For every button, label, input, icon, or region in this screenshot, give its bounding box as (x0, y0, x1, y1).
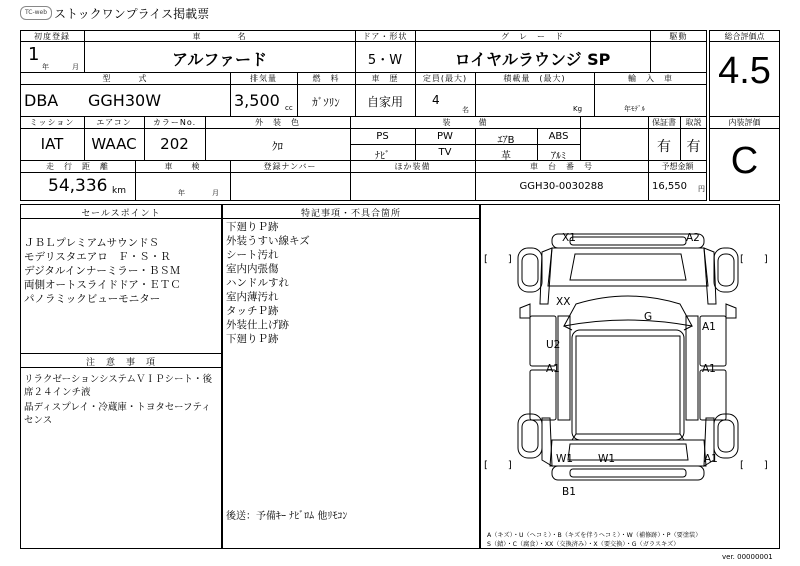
price-value: 16,550 (652, 181, 687, 192)
notes-list (24, 374, 216, 427)
list-item: シート汚れ (226, 249, 279, 261)
list-item: モデリスタエアロ Ｆ・Ｓ・Ｒ (24, 251, 171, 263)
equip-pw: PW (437, 131, 453, 142)
legend-line-1: A（キズ）・U（ヘコミ）・B（キズを伴うヘコミ）・W（補修跡）・P（要塗装） (487, 532, 702, 539)
capacity-label: 定員(最大) (422, 74, 468, 83)
list-item: パノラミックビューモニター (24, 293, 161, 305)
mark-w1-mid: W1 (598, 453, 616, 465)
page-title: ストックワンプライス掲載票 (54, 7, 210, 21)
first-reg-value: 1 (28, 44, 40, 65)
list-item: 外装うすい線キズ (226, 235, 310, 247)
total-score-label: 総合評価点 (724, 32, 765, 41)
use-label: 車 歴 (371, 74, 399, 83)
total-score-value: 4.5 (718, 50, 771, 92)
sales-point-list (24, 236, 181, 306)
mark-u2: U2 (546, 339, 561, 351)
list-item: デジタルインナーミラー・ＢＳＭ (24, 265, 181, 277)
ac-value: WAAC (91, 135, 137, 153)
list-item: 晶ディスプレイ・冷蔵庫・トヨタセーフティセンス (24, 402, 211, 426)
equip-leather: 革 (501, 151, 511, 162)
inspection-month: 月 (212, 189, 219, 197)
interior-score-value: C (730, 140, 759, 182)
load-unit: Kg (573, 105, 583, 113)
equip-airbag: ｴｱB (497, 135, 515, 146)
displacement-unit: cc (285, 104, 293, 112)
mark-a1-right-lower: A1 (702, 363, 716, 375)
list-item: 室内内張傷 (226, 263, 279, 275)
fuel-value: ｶﾞｿﾘﾝ (312, 96, 340, 109)
year-unit: 年 (42, 63, 49, 71)
door-label: ドア・形状 (362, 32, 408, 41)
door-value: 5・W (367, 53, 403, 68)
equip-navi: ﾅﾋﾞ (375, 151, 390, 162)
import-note: 年ﾓﾃﾞﾙ (624, 105, 645, 113)
displacement-value: 3,500 (234, 91, 280, 110)
legend-line-2: S（錆）・C（腐食）・XX（交換済み）・X（要交換）・G（ガラスキズ） (487, 541, 680, 548)
color-no-value: 202 (160, 135, 189, 153)
mark-a2: A2 (686, 232, 700, 244)
exterior-color-value: ｸﾛ (272, 140, 283, 153)
mark-a1-bottom: A1 (704, 453, 718, 465)
plate-label: 登録ナンバー (263, 162, 317, 171)
displacement-label: 排気量 (250, 74, 277, 83)
sales-point-label: セールスポイント (81, 209, 161, 219)
mark-a1-left: A1 (546, 363, 560, 375)
drive-label: 駆動 (669, 32, 688, 41)
chassis-label: 車 台 番 号 (530, 162, 593, 171)
mark-w1-left: W1 (556, 453, 574, 465)
list-item: 外装仕上げ跡 (226, 319, 289, 331)
manual-label: 取説 (685, 118, 702, 127)
mark-b1: B1 (562, 486, 576, 498)
mark-x1: X1 (562, 232, 576, 244)
import-label: 輸 入 車 (628, 74, 673, 83)
list-item: リラクゼーションシステムＶＩＰシート・後席２４インチ液 (24, 374, 213, 398)
grade-value: ロイヤルラウンジ SP (454, 50, 611, 69)
name-label: 車 名 (192, 32, 247, 41)
mission-label: ミッション (29, 118, 75, 127)
mark-a1-right-upper: A1 (702, 321, 716, 333)
fuel-label: 燃 料 (312, 74, 340, 83)
interior-score-label: 内装評価 (728, 118, 761, 127)
list-item: 両側オートスライドドア・ＥＴＣ (24, 279, 181, 291)
exterior-color-label: 外 装 色 (255, 118, 300, 127)
chassis-value: GGH30-0030288 (519, 181, 604, 192)
equip-ps: PS (376, 131, 389, 142)
use-value: 自家用 (366, 95, 403, 109)
other-equipment-label: ほか装備 (394, 162, 431, 171)
list-item: 下廻りＰ跡 (226, 333, 279, 345)
bracket-front-left: [ ] (484, 254, 512, 265)
equip-alloy: ｱﾙﾐ (551, 151, 566, 162)
warranty-label: 保証書 (652, 118, 676, 127)
inspection-year: 年 (178, 189, 185, 197)
version-label: ver. 00000001 (722, 553, 773, 561)
list-item: 下廻りＰ跡 (226, 221, 279, 233)
type-label: 型 式 (102, 74, 148, 83)
list-item: タッチＰ跡 (226, 305, 279, 317)
manual-value: 有 (686, 139, 701, 155)
mark-g: G (644, 311, 653, 323)
load-label: 積載量 (最大) (503, 74, 566, 83)
first-reg-label: 初度登録 (34, 32, 70, 41)
type-prefix: DBA (24, 91, 59, 110)
special-notes-list (226, 220, 310, 346)
mileage-value: 54,336 (48, 176, 108, 196)
price-unit: 円 (698, 185, 705, 193)
bracket-front-right: [ ] (740, 254, 768, 265)
type-value: GGH30W (88, 91, 162, 110)
capacity-value: 4 (432, 93, 440, 107)
warranty-value: 有 (657, 139, 671, 155)
list-item: ハンドルすれ (226, 277, 289, 289)
list-item: ＪＢＬプレミアムサウンドＳ (24, 237, 160, 249)
month-unit: 月 (72, 63, 79, 71)
list-item: 室内薄汚れ (226, 291, 279, 303)
mark-xx: XX (556, 296, 571, 308)
mission-value: IAT (40, 135, 64, 153)
bracket-rear-right: [ ] (740, 460, 768, 471)
mileage-label: 走 行 距 離 (46, 162, 109, 171)
name-value: アルファード (171, 50, 268, 69)
equip-abs: ABS (548, 131, 569, 142)
color-no-label: カラーNo. (152, 118, 197, 127)
notes-label: 注 意 事 項 (85, 358, 156, 368)
equipment-label: 装 備 (442, 118, 488, 127)
ac-label: エアコン (96, 118, 132, 127)
car-diagram (480, 204, 780, 534)
bracket-rear-left: [ ] (484, 460, 512, 471)
special-notes-label: 特記事項・不具合箇所 (300, 209, 401, 219)
mileage-unit: km (112, 186, 126, 196)
inspection-label: 車 検 (164, 162, 201, 171)
equip-tv: TV (438, 147, 452, 158)
price-label: 予想金額 (661, 162, 694, 171)
grade-label: グ レ ー ド (501, 32, 564, 41)
capacity-unit: 名 (462, 106, 469, 114)
special-notes-footer: 後送：予備ｷｰ ﾅﾋﾞﾛﾑ 他ﾘﾓｺﾝ (226, 511, 348, 522)
logo: TC-web (20, 6, 52, 20)
